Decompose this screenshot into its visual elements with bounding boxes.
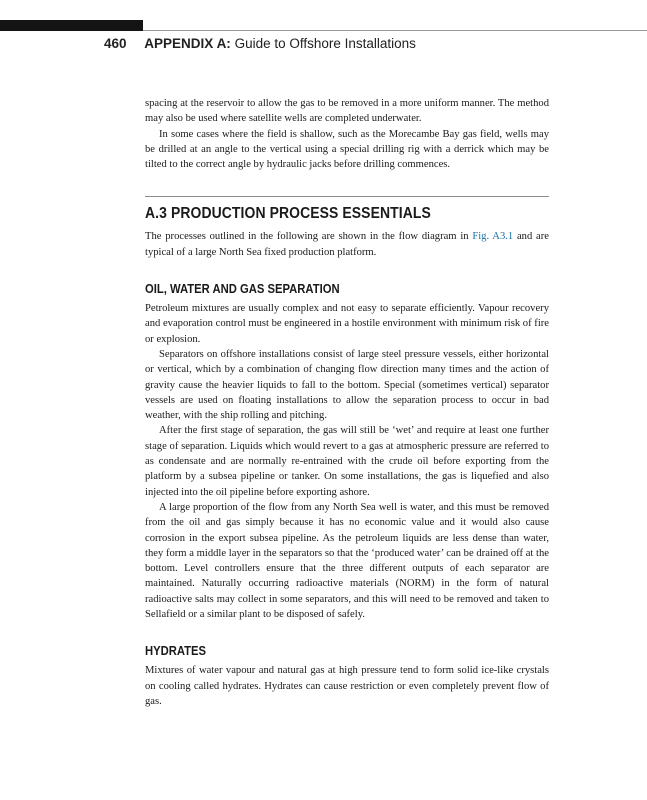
header-rule: [143, 30, 647, 31]
section-heading: A.3 PRODUCTION PROCESS ESSENTIALS: [145, 205, 431, 223]
page-number: 460: [104, 36, 127, 51]
separation-paragraph-1: Petroleum mixtures are usually complex and not easy to separate efficiently. Vapour recovery and evaporation control must be engineered in a hostile environment with minimum risk of fire or explosion.: [145, 303, 549, 345]
section-intro-text-end: and are typical of a large North Sea fixed production platform.: [145, 231, 549, 258]
appendix-title: Guide to Offshore Installations: [234, 36, 416, 51]
separation-paragraph-2: Separators on offshore installations consist of large steel pressure vessels, either horizontal or vertical, which by a combination of changing flow direction many times and the action of gravity cause the heavier liquids to fall to the bottom. Special (sometimes vertical) separator vessels are used on floating installations to allow the separation process to occur in bad weather, with the ship rolling and pitching.: [145, 348, 549, 422]
header-bar: [0, 20, 143, 31]
subsection-heading-separation: OIL, WATER AND GAS SEPARATION: [145, 282, 340, 297]
separation-paragraph-4: A large proportion of the flow from any North Sea well is water, and this must be removed from the oil and gas simply because it has no economic value and it would also cause corrosion in the export subsea pipeline. As the petroleum liquids are less dense than water, they form a middle layer in the separators so that the ‘produced water’ can be drained off at the bottom. Level controllers ensure that the three different outputs of each separator are maintained. Naturally occurring radioactive materials (NORM) in the form of natural radioactive salts may collect in some separators, and this will need to be removed and taken to Sellafield or a similar plant to be disposed of safely.: [145, 501, 549, 621]
hydrates-paragraph-1: Mixtures of water vapour and natural gas at high pressure tend to form solid ice-like crystals on cooling called hydrates. Hydrates can cause restriction or even completely prevent flow of gas.: [145, 665, 549, 707]
page-body: [145, 96, 549, 709]
separation-paragraph-3: After the first stage of separation, the gas will still be ‘wet’ and require at least one further stage of separation. Liquids which would revert to a gas at atmospheric pressure are referred to as condensate and are normally re-entrained with the crude oil before exporting from the platform by a subsea pipeline or tanker. On some installations, the gas is liquefied and also injected into the oil pipeline before exporting ashore.: [145, 425, 549, 498]
appendix-label: APPENDIX A:: [144, 36, 231, 51]
figure-link[interactable]: Fig. A3.1: [472, 231, 514, 243]
running-header: [104, 36, 416, 51]
intro-paragraph-2: In some cases where the field is shallow, such as the Morecambe Bay gas field, wells may be drilled at an angle to the vertical using a special drilling rig with a derrick which may be tilted to the correct angle by hydraulic jacks before drilling commences.: [145, 128, 549, 171]
section-divider: [145, 196, 549, 197]
intro-paragraph-1: spacing at the reservoir to allow the gas to be removed in a more uniform manner. The method may also be used where satellite wells are completed underwater.: [145, 98, 549, 125]
subsection-heading-hydrates: HYDRATES: [145, 644, 207, 659]
section-intro-text: The processes outlined in the following are shown in the flow diagram in: [145, 231, 469, 243]
section-intro-paragraph: [145, 229, 549, 260]
